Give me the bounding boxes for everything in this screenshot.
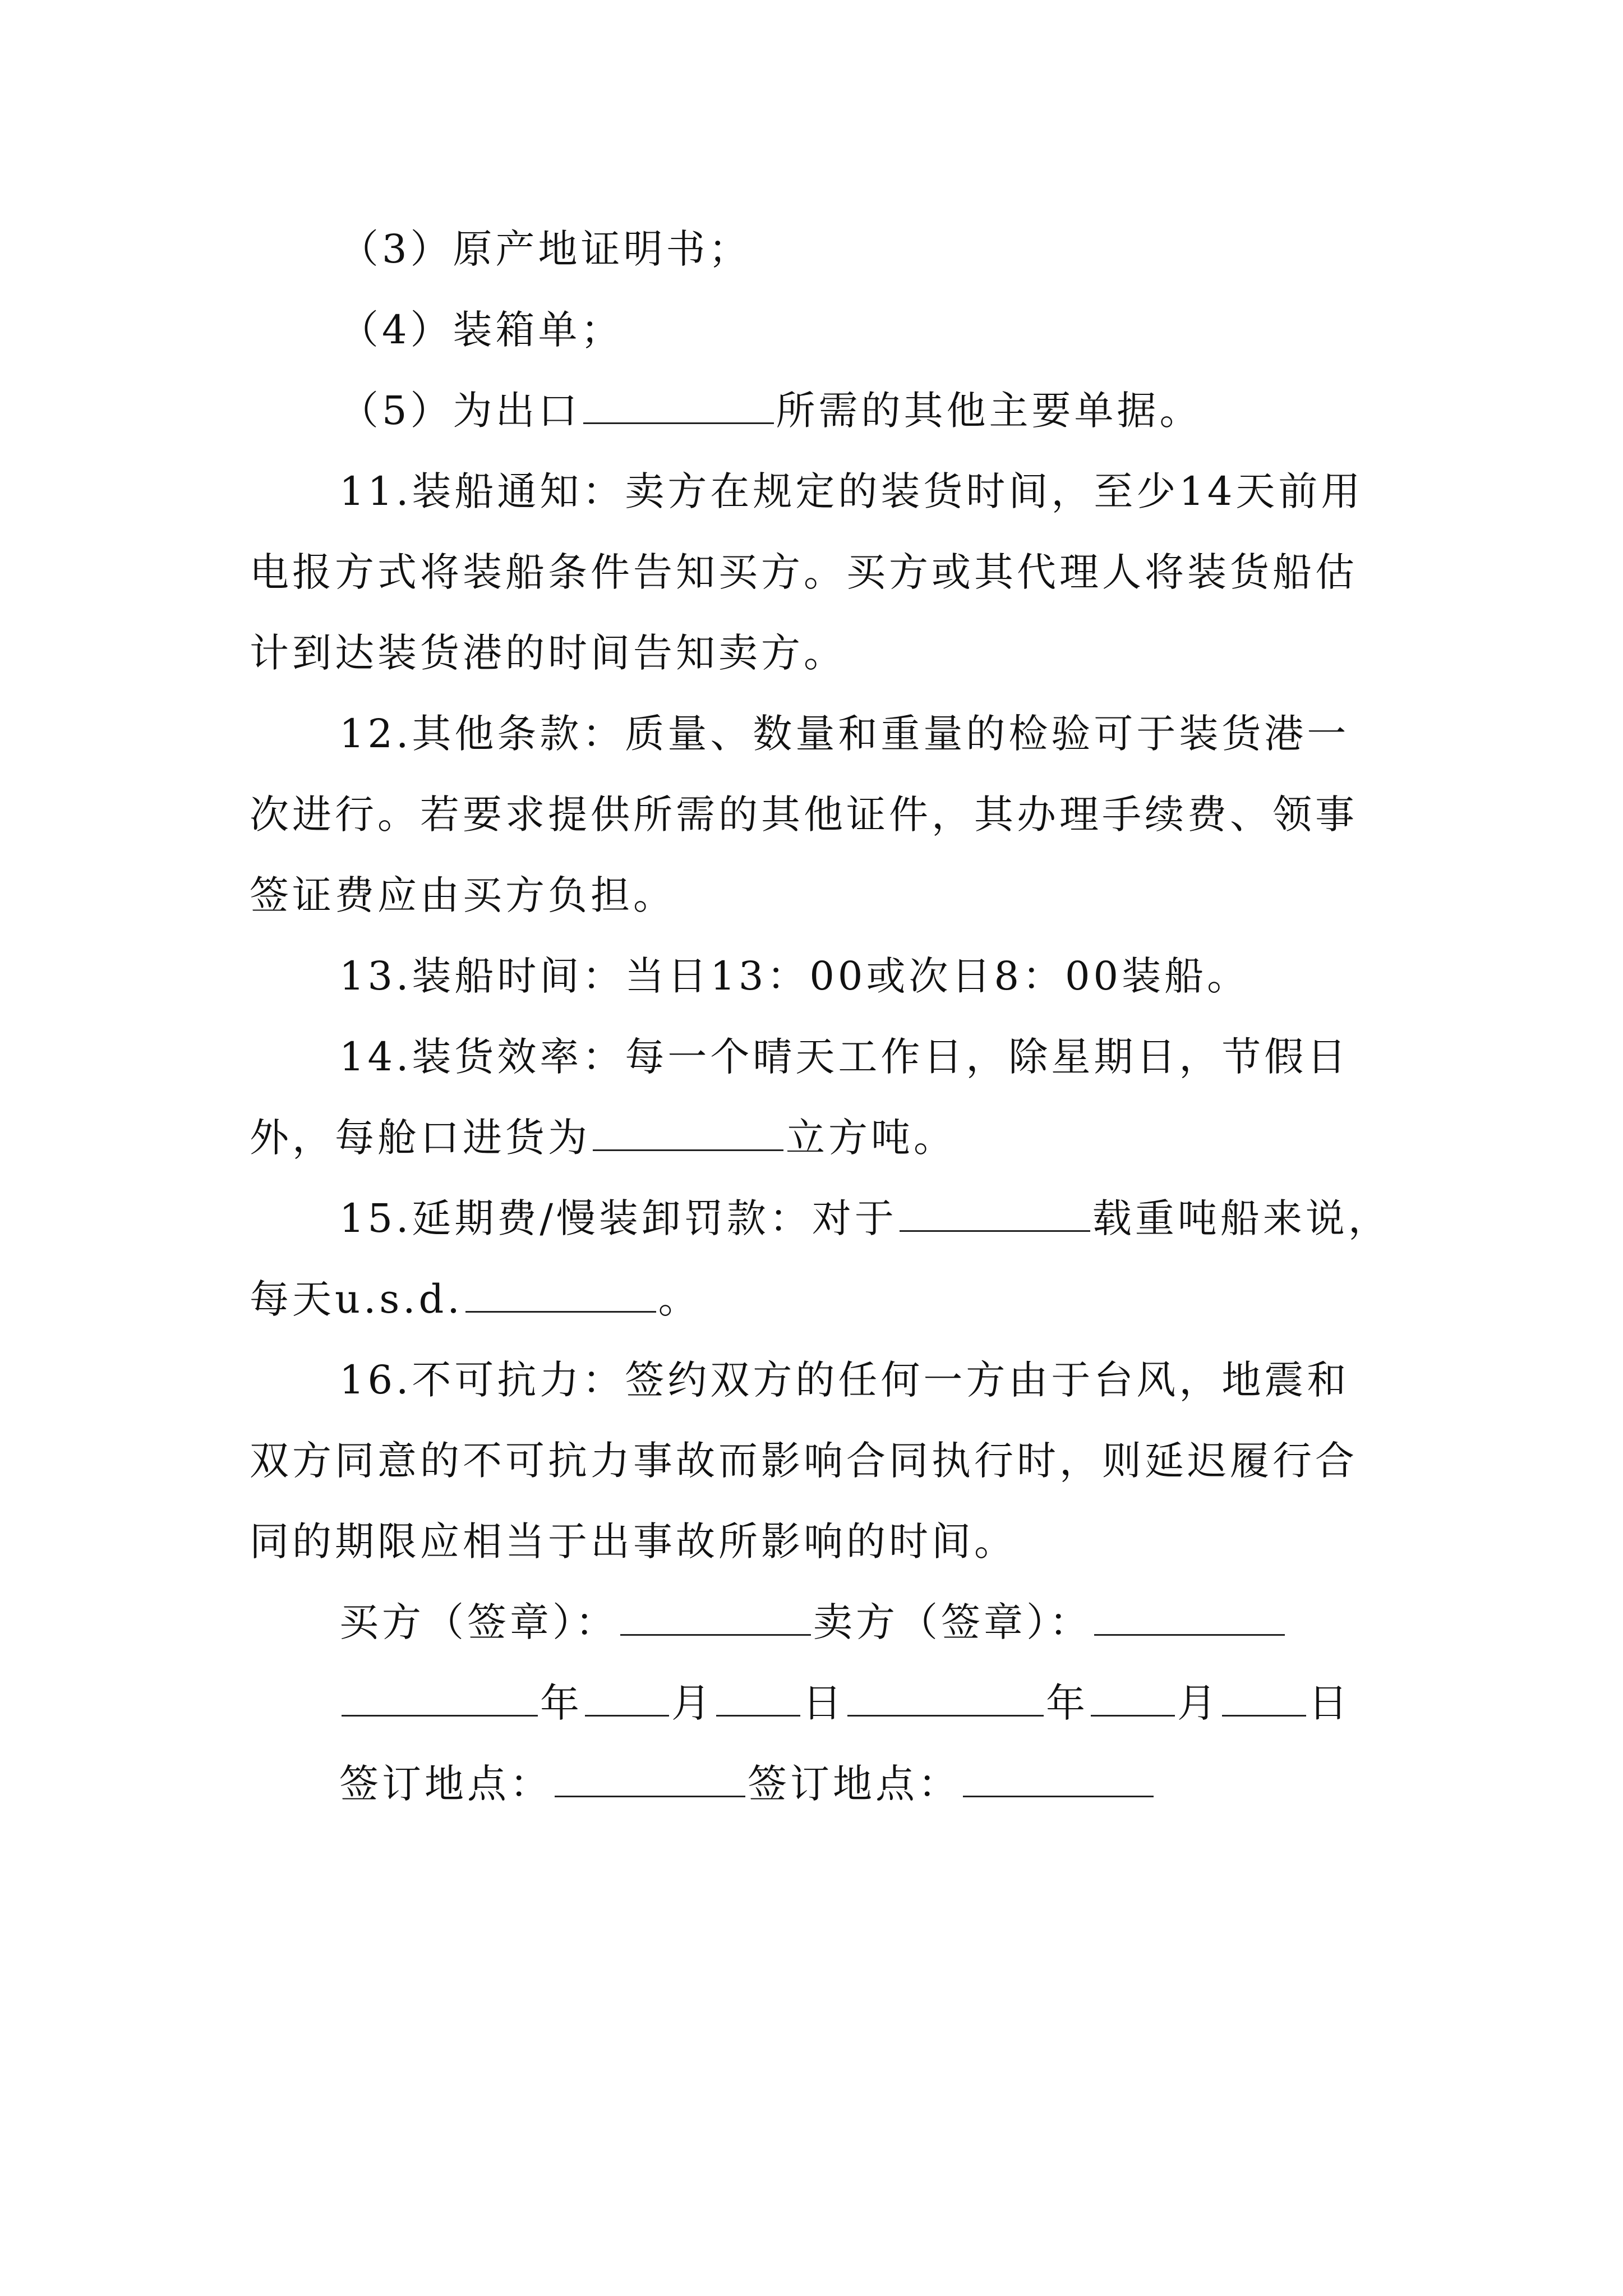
- clause-15-line-1: [250, 1178, 1394, 1259]
- seller-place-label: 签订地点：: [748, 1761, 961, 1807]
- clause-12-line-2: [250, 774, 1394, 855]
- clause-11-line-3: [250, 613, 1394, 693]
- clause-16-line-1: [250, 1340, 1394, 1420]
- line-text: 同的期限应相当于出事故所影响的时间。: [250, 1519, 1017, 1565]
- item-3-certificate-of-origin: [250, 209, 1394, 289]
- line-text: 12.其他条款：质量、数量和重量的检验可于装货港一: [339, 711, 1350, 757]
- clause-13: [250, 936, 1394, 1016]
- line-text: 。: [658, 1276, 701, 1322]
- buyer-place-field[interactable]: [555, 1756, 745, 1797]
- year-label: 年: [1046, 1680, 1089, 1726]
- signature-row: [250, 1582, 1394, 1663]
- date-row: [250, 1663, 1394, 1743]
- seller-day-field[interactable]: [1222, 1676, 1306, 1717]
- line-text: （4）装箱单；: [339, 307, 624, 353]
- line-text: 载重吨船来说，: [1092, 1195, 1391, 1241]
- clause-16-line-3: [250, 1501, 1394, 1582]
- seller-place-field[interactable]: [963, 1756, 1154, 1797]
- buyer-place-label: 签订地点：: [339, 1761, 552, 1807]
- line-text: 16.不可抗力：签约双方的任何一方由于台风，地震和: [339, 1357, 1350, 1403]
- line-text: 电报方式将装船条件告知买方。买方或其代理人将装货船估: [250, 549, 1358, 595]
- buyer-month-field[interactable]: [585, 1676, 669, 1717]
- line-text: （3）原产地证明书；: [339, 226, 751, 272]
- day-label: 日: [803, 1680, 845, 1726]
- line-text: 双方同意的不可抗力事故而影响合同执行时，则延迟履行合: [250, 1438, 1358, 1484]
- day-label: 日: [1308, 1680, 1351, 1726]
- month-label: 月: [671, 1680, 714, 1726]
- clause-11-line-1: [250, 451, 1394, 532]
- clause-14-line-1: [250, 1016, 1394, 1097]
- year-label: 年: [540, 1680, 583, 1726]
- clause-14-line-2: [250, 1097, 1394, 1178]
- blank-deadweight-field[interactable]: [900, 1191, 1090, 1232]
- line-text: 14.装货效率：每一个晴天工作日，除星期日，节假日: [339, 1034, 1350, 1080]
- line-text: 外，每舱口进货为: [250, 1115, 591, 1161]
- document-body: [250, 209, 1394, 1824]
- line-text: 所需的其他主要单据。: [776, 388, 1202, 434]
- blank-loading-rate-field[interactable]: [593, 1110, 783, 1151]
- buyer-day-field[interactable]: [716, 1676, 800, 1717]
- line-text: 签证费应由买方负担。: [250, 872, 676, 918]
- place-row: [250, 1743, 1394, 1824]
- item-4-packing-list: [250, 289, 1394, 370]
- line-text: 立方吨。: [786, 1115, 956, 1161]
- line-text: 次进行。若要求提供所需的其他证件，其办理手续费、领事: [250, 792, 1358, 838]
- seller-year-field[interactable]: [847, 1676, 1044, 1717]
- seller-signature-field[interactable]: [1094, 1595, 1285, 1636]
- seller-month-field[interactable]: [1091, 1676, 1175, 1717]
- line-text: 计到达装货港的时间告知卖方。: [250, 630, 846, 676]
- buyer-year-field[interactable]: [342, 1676, 538, 1717]
- blank-export-field[interactable]: [583, 383, 774, 424]
- line-text: 11.装船通知：卖方在规定的装货时间，至少14天前用: [339, 468, 1364, 514]
- item-5-other-documents: [250, 370, 1394, 451]
- line-text: 13.装船时间：当日13：00或次日8：00装船。: [339, 953, 1250, 999]
- clause-12-line-3: [250, 855, 1394, 936]
- blank-demurrage-amount-field[interactable]: [465, 1272, 656, 1313]
- clause-11-line-2: [250, 532, 1394, 613]
- clause-16-line-2: [250, 1420, 1394, 1501]
- month-label: 月: [1177, 1680, 1220, 1726]
- buyer-signature-field[interactable]: [620, 1595, 811, 1636]
- line-text: （5）为出口: [339, 388, 581, 434]
- clause-15-line-2: [250, 1259, 1394, 1340]
- buyer-signature-label: 买方（签章）：: [339, 1599, 618, 1645]
- seller-signature-label: 卖方（签章）：: [813, 1599, 1092, 1645]
- line-text: 每天u.s.d.: [250, 1276, 463, 1322]
- line-text: 15.延期费/慢装卸罚款：对于: [339, 1195, 897, 1241]
- clause-12-line-1: [250, 693, 1394, 774]
